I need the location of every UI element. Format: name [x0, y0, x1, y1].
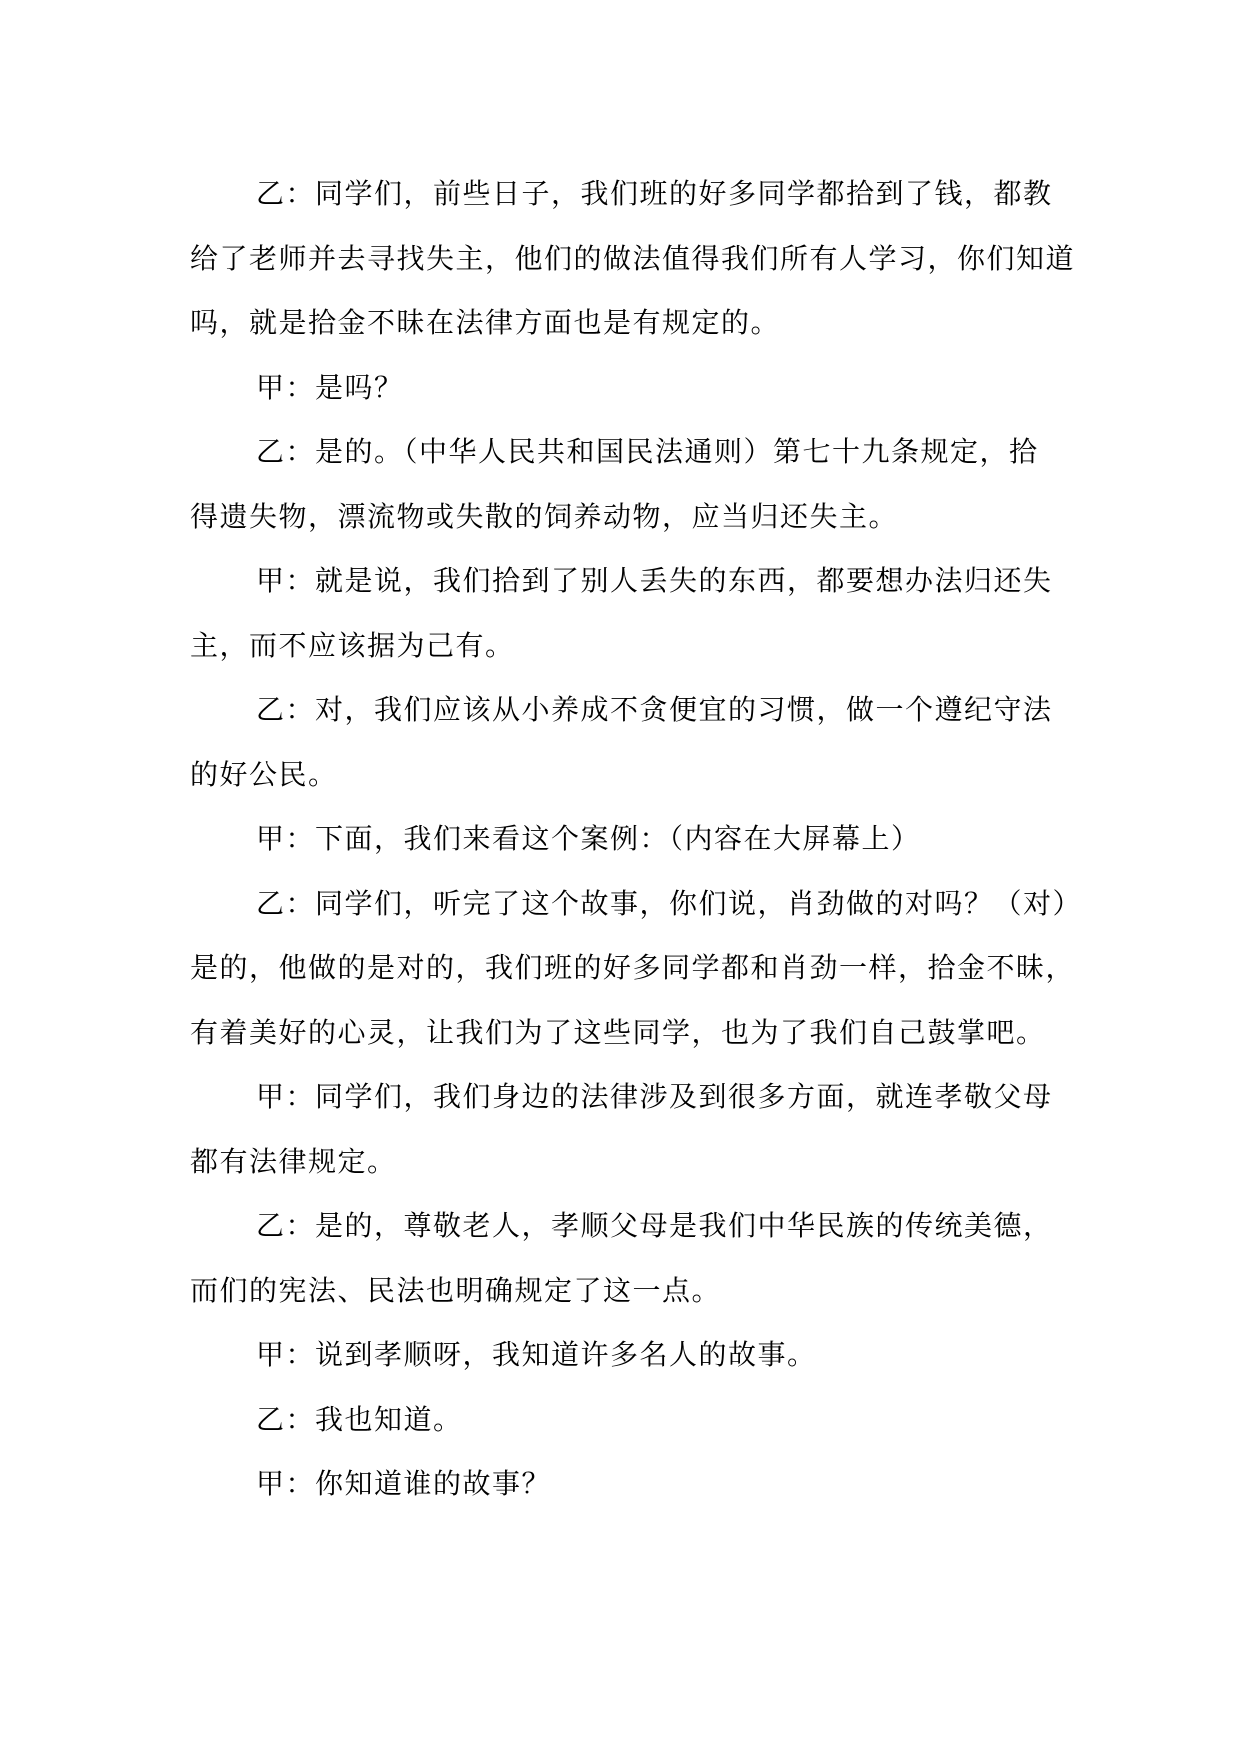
paragraph-line: 乙：同学们，听完了这个故事，你们说，肖劲做的对吗？（对）	[256, 886, 1083, 920]
paragraph-line: 甲：就是说，我们拾到了别人丢失的东西，都要想办法归还失	[256, 564, 1053, 597]
paragraph-line: 而们的宪法、民法也明确规定了这一点。	[190, 1273, 722, 1307]
paragraph-line: 甲：同学们，我们身边的法律涉及到很多方面，就连孝敬父母	[256, 1080, 1053, 1113]
paragraph-line: 都有法律规定。	[190, 1144, 397, 1178]
paragraph-line: 有着美好的心灵，让我们为了这些同学，也为了我们自己鼓掌吧。	[190, 1015, 1046, 1049]
paragraph-line: 甲：下面，我们来看这个案例：（内容在大屏幕上）	[256, 822, 921, 855]
paragraph-line: 乙：对，我们应该从小养成不贪便宜的习惯，做一个遵纪守法	[256, 693, 1053, 726]
paragraph-line: 甲：你知道谁的故事？	[256, 1467, 552, 1500]
paragraph-line: 的好公民。	[190, 757, 338, 791]
paragraph-line: 得遗失物，漂流物或失散的饲养动物，应当归还失主。	[190, 499, 899, 533]
paragraph-line: 给了老师并去寻找失主，他们的做法值得我们所有人学习，你们知道	[190, 241, 1076, 275]
paragraph-line: 乙：是的。（中华人民共和国民法通则）第七十九条规定，拾	[256, 435, 1039, 468]
paragraph-line: 乙：同学们，前些日子，我们班的好多同学都拾到了钱，都教	[256, 177, 1053, 210]
paragraph-line: 乙：我也知道。	[256, 1402, 463, 1436]
paragraph-line: 甲：是吗？	[256, 370, 404, 404]
paragraph-line: 乙：是的，尊敬老人，孝顺父母是我们中华民族的传统美德，	[256, 1209, 1053, 1242]
paragraph-line: 甲：说到孝顺呀，我知道许多名人的故事。	[256, 1338, 817, 1371]
dialogue-body	[190, 162, 1083, 1517]
paragraph-line: 是的，他做的是对的，我们班的好多同学都和肖劲一样，拾金不昧，	[190, 951, 1076, 984]
paragraph-line: 吗，就是拾金不昧在法律方面也是有规定的。	[190, 306, 781, 339]
paragraph-line: 主，而不应该据为己有。	[190, 628, 515, 662]
